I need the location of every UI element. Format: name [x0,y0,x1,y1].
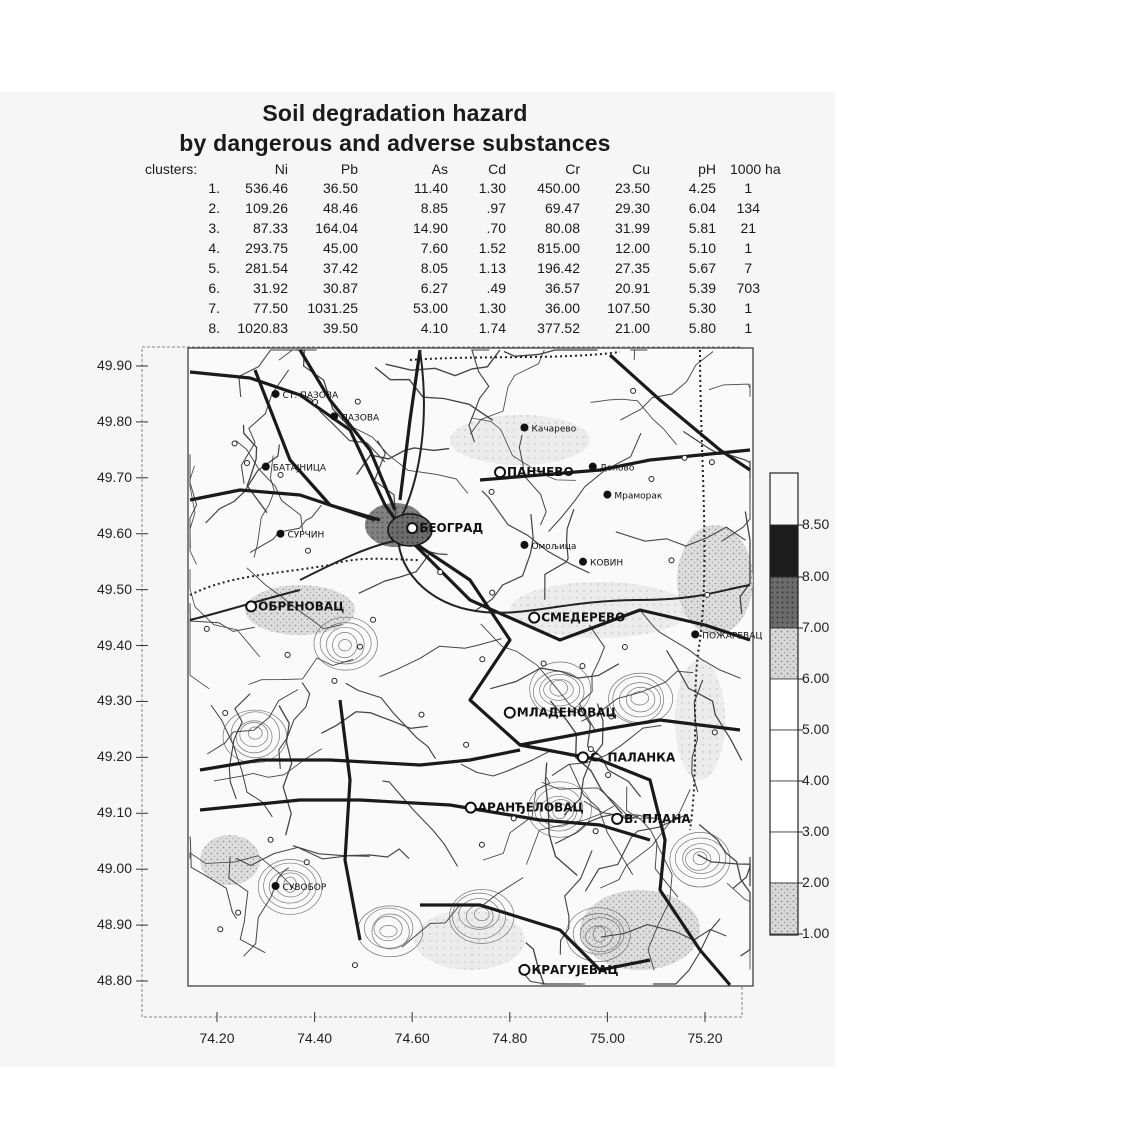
y-axis-ticks [136,366,148,981]
table-cell: 164.04 [315,220,358,236]
place-marker [272,390,279,397]
legend-label: 1.00 [802,925,830,941]
table-cell: 5.30 [688,300,716,316]
y-tick-label: 48.90 [96,916,132,933]
table-cell: 37.42 [322,260,358,276]
table-cell: 69.47 [544,200,580,216]
table-cell: 8.85 [420,200,448,216]
y-tick-label: 48.80 [96,972,132,988]
table-cell: 77.50 [252,300,288,316]
header-cell: clusters: [145,161,198,177]
header-cell: Cd [488,161,506,177]
place-marker [578,752,588,762]
table-cell: 5.10 [688,240,716,256]
place-label: МЛАДЕНОВАЦ [516,705,617,720]
place-label: Омољица [531,541,577,552]
table-cell: 1.13 [478,260,506,276]
legend-swatch [770,730,798,781]
x-tick-label: 75.20 [687,1030,723,1046]
table-cell: 1.52 [478,240,506,256]
header-cell: Cr [565,161,580,177]
table-cell: 31.92 [252,280,288,296]
table-cell: 23.50 [614,180,650,196]
table-cell: 1 [744,240,753,256]
table-cell: 11.40 [414,180,448,196]
place-marker [407,523,417,533]
place-label: Качарево [531,424,577,435]
place-marker [505,708,515,718]
table-cell: 1.30 [478,300,506,316]
table-cell: 1. [208,180,220,196]
table-cell: 4. [208,240,220,256]
table-cell: 5.81 [688,220,716,236]
table-cell: 4.25 [688,180,716,196]
legend-swatch [770,577,798,628]
legend-label: 2.00 [802,874,830,890]
y-tick-label: 49.10 [96,804,132,821]
place-marker [277,530,284,537]
x-tick-label: 74.60 [394,1030,430,1046]
table-cell: 36.57 [544,280,580,296]
place-marker [521,424,528,431]
place-marker [529,613,539,623]
place-marker [589,463,596,470]
table-cell: 1.30 [478,180,506,196]
table-cell: 7.60 [420,240,448,256]
place-label: АРАНЂЕЛОВАЦ [477,800,584,815]
table-cell: 293.75 [245,240,288,256]
place-marker [466,803,476,813]
header-cell: pH [698,161,716,177]
table-cell: 7 [744,260,753,276]
y-tick-label: 49.00 [96,860,132,877]
place-label: БЕОГРАД [419,521,484,536]
table-cell: .97 [486,200,506,216]
table-cell: 21 [740,220,757,236]
legend-color-bar [770,473,803,935]
table-cell: 2. [208,200,220,216]
place-label: КОВИН [590,558,624,569]
table-cell: 48.46 [322,200,358,216]
table-cell: 703 [736,280,760,296]
table-cell: .70 [486,220,506,236]
place-label: СМЕДЕРЕВО [541,610,626,625]
table-cell: 27.35 [614,260,650,276]
table-cell: 8.05 [420,260,448,276]
place-marker [612,814,622,824]
place-label: ПАНЧЕВО [507,465,574,480]
table-cell: 281.54 [245,260,288,276]
table-cell: 39.50 [322,320,358,336]
place-marker [272,882,279,889]
place-label: ПАЗОВА [341,413,380,424]
legend-swatch [770,883,798,934]
legend-label: 8.50 [802,516,830,532]
table-cell: 4.10 [420,320,448,336]
place-marker [331,413,338,420]
y-tick-label: 49.90 [96,357,132,373]
table-cell: 1020.83 [237,320,288,336]
table-cell: 1031.25 [307,300,358,316]
table-cell: 20.91 [614,280,650,296]
place-label: В. ПЛАНА [624,811,691,826]
y-tick-label: 49.30 [96,692,132,709]
y-tick-label: 49.60 [96,524,132,541]
legend-swatch [770,628,798,679]
legend-swatch [770,473,798,525]
place-marker [604,491,611,498]
map-title-line-2: by dangerous and adverse substances [179,130,611,156]
table-cell: 21.00 [614,320,650,336]
header-cell: 1000 ha [730,161,781,177]
place-label: С. ПАЛАНКА [590,750,676,765]
place-label: ПОЖАРЕВАЦ [702,631,763,642]
legend-label: 5.00 [802,721,830,737]
place-marker [580,558,587,565]
place-label: СУВОБОР [282,882,327,893]
y-tick-label: 49.70 [96,468,132,485]
table-cell: 80.08 [544,220,580,236]
table-cell: 6.27 [420,280,448,296]
table-cell: 14.90 [412,220,448,236]
table-cell: 12.00 [614,240,650,256]
table-cell: 109.26 [245,200,288,216]
table-cell: 36.50 [322,180,358,196]
place-label: СУРЧИН [287,530,325,541]
table-cell: 5.80 [688,320,716,336]
table-cell: 196.42 [537,260,580,276]
header-cell: Ni [274,161,288,177]
table-cell: 36.00 [544,300,580,316]
place-label: БАТАЈНИЦА [272,463,327,474]
legend-label: 6.00 [802,670,830,686]
y-tick-label: 49.20 [96,748,132,765]
table-cell: 53.00 [412,300,448,316]
header-cell: Cu [632,161,650,177]
table-cell: 87.33 [252,220,288,236]
legend-swatch [770,832,798,883]
map-title-line-1: Soil degradation hazard [262,100,528,126]
place-label: КРАГУЈЕВАЦ [531,962,619,977]
place-label: ОБРЕНОВАЦ [258,599,345,614]
y-tick-label: 49.40 [96,636,132,653]
table-cell: 134 [736,200,760,216]
y-tick-label: 49.80 [96,412,132,429]
x-tick-label: 74.80 [492,1030,528,1046]
legend-label: 7.00 [802,619,830,635]
table-cell: 5.67 [688,260,716,276]
header-cell: As [431,161,448,177]
legend-swatch [770,679,798,730]
table-cell: 1 [744,180,753,196]
place-label: Долово [599,463,635,474]
legend-swatch [770,781,798,832]
place-marker [246,601,256,611]
place-marker [519,965,529,975]
table-cell: 8. [208,320,220,336]
table-cell: 815.00 [537,240,580,256]
x-tick-label: 74.40 [297,1030,333,1046]
x-tick-label: 75.00 [589,1030,625,1046]
x-tick-label: 74.20 [199,1030,235,1046]
table-cell: 7. [208,300,220,316]
table-cell: 5.39 [688,280,716,296]
place-marker [521,541,528,548]
place-label: СТ. ПАЗОВА [282,390,339,401]
table-cell: 1.74 [478,320,506,336]
place-marker [262,463,269,470]
table-cell: 30.87 [322,280,358,296]
legend-swatch [770,525,798,577]
table-cell: 377.52 [537,320,580,336]
table-cell: 6. [208,280,220,296]
table-cell: 450.00 [537,180,580,196]
table-cell: 107.50 [607,300,650,316]
table-cell: .49 [486,280,506,296]
place-label: Мраморак [614,491,663,502]
table-cell: 5. [208,260,220,276]
table-cell: 31.99 [614,220,650,236]
header-cell: Pb [340,161,358,177]
legend-label: 3.00 [802,823,830,839]
place-marker [495,467,505,477]
table-cell: 29.30 [614,200,650,216]
table-cell: 45.00 [322,240,358,256]
table-cell: 6.04 [688,200,716,216]
table-cell: 536.46 [245,180,288,196]
table-cell: 1 [744,300,753,316]
y-tick-label: 49.50 [96,580,132,597]
legend-label: 4.00 [802,772,830,788]
table-cell: 1 [744,320,753,336]
table-cell: 3. [208,220,220,236]
place-marker [692,631,699,638]
legend-label: 8.00 [802,568,830,584]
